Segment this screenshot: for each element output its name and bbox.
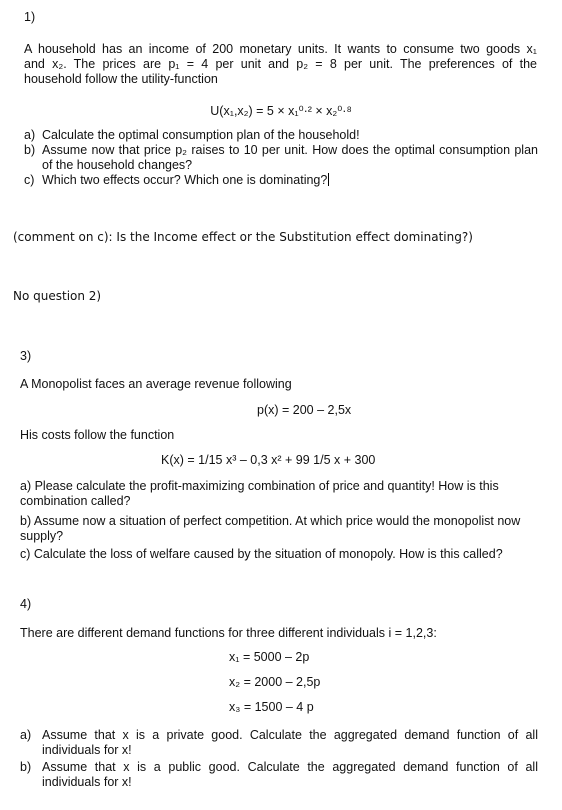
item-label: b) <box>24 143 36 157</box>
question-1-item-c <box>24 173 538 188</box>
question-1-item-a <box>24 128 538 143</box>
question-3-intro: A Monopolist faces an average revenue following <box>20 377 292 391</box>
comment-on-c: (comment on c): Is the Income effect or the Substitution effect dominating?) <box>13 230 473 244</box>
demand-function-2: x₂ = 2000 – 2,5p <box>229 675 321 689</box>
question-4-number: 4) <box>20 597 32 611</box>
item-text: Which two effects occur? Which one is dominating? <box>42 173 328 187</box>
question-3-item-a: a) Please calculate the profit-maximizing combination of price and quantity! How is this combination called? <box>20 479 499 508</box>
item-label: a) <box>24 128 36 142</box>
item-text: Assume now that price p₂ raises to 10 per unit. How does the optimal consumption plan of the household changes? <box>42 143 538 172</box>
question-3-costs-intro: His costs follow the function <box>20 428 175 442</box>
item-text: Assume that x is a private good. Calculate the aggregated demand function of all individuals for x! <box>42 728 538 757</box>
demand-function-1: x₁ = 5000 – 2p <box>229 650 310 664</box>
question-4-item-b <box>20 760 538 790</box>
question-3-item-c: c) Calculate the loss of welfare caused by the situation of monopoly. How is this called? <box>20 547 503 561</box>
item-label: c) <box>24 173 35 187</box>
no-question-2-note: No question 2) <box>13 289 102 303</box>
question-1-item-b <box>24 143 538 173</box>
question-1-intro-line-2: and x₂. The prices are p₁ = 4 per unit and p₂ = 8 per unit. The preferences of the <box>24 57 537 71</box>
item-label: b) <box>20 760 32 774</box>
utility-function-formula: U(x₁,x₂) = 5 × x₁⁰·² × x₂⁰·⁸ <box>210 104 352 118</box>
item-text: Calculate the optimal consumption plan of the household! <box>42 128 360 142</box>
question-3-item-b: b) Assume now a situation of perfect competition. At which price would the monopolist now supply? <box>20 514 521 543</box>
average-revenue-formula: p(x) = 200 – 2,5x <box>257 403 352 417</box>
demand-function-3: x₃ = 1500 – 4 p <box>229 700 314 714</box>
text-cursor <box>328 173 329 186</box>
item-text: Assume that x is a public good. Calculate the aggregated demand function of all individuals for x! <box>42 760 538 789</box>
question-3-number: 3) <box>20 349 32 363</box>
question-1-number: 1) <box>24 10 36 24</box>
question-4-intro: There are different demand functions for three different individuals i = 1,2,3: <box>20 626 437 640</box>
question-1-intro-line-3: household follow the utility-function <box>24 72 218 86</box>
question-1-intro <box>24 42 537 87</box>
cost-function-formula: K(x) = 1/15 x³ – 0,3 x² + 99 1/5 x + 300 <box>161 453 376 467</box>
question-4-item-a <box>20 728 538 758</box>
item-label: a) <box>20 728 32 742</box>
question-1-intro-line-1: A household has an income of 200 monetary units. It wants to consume two goods x₁ <box>24 42 537 56</box>
